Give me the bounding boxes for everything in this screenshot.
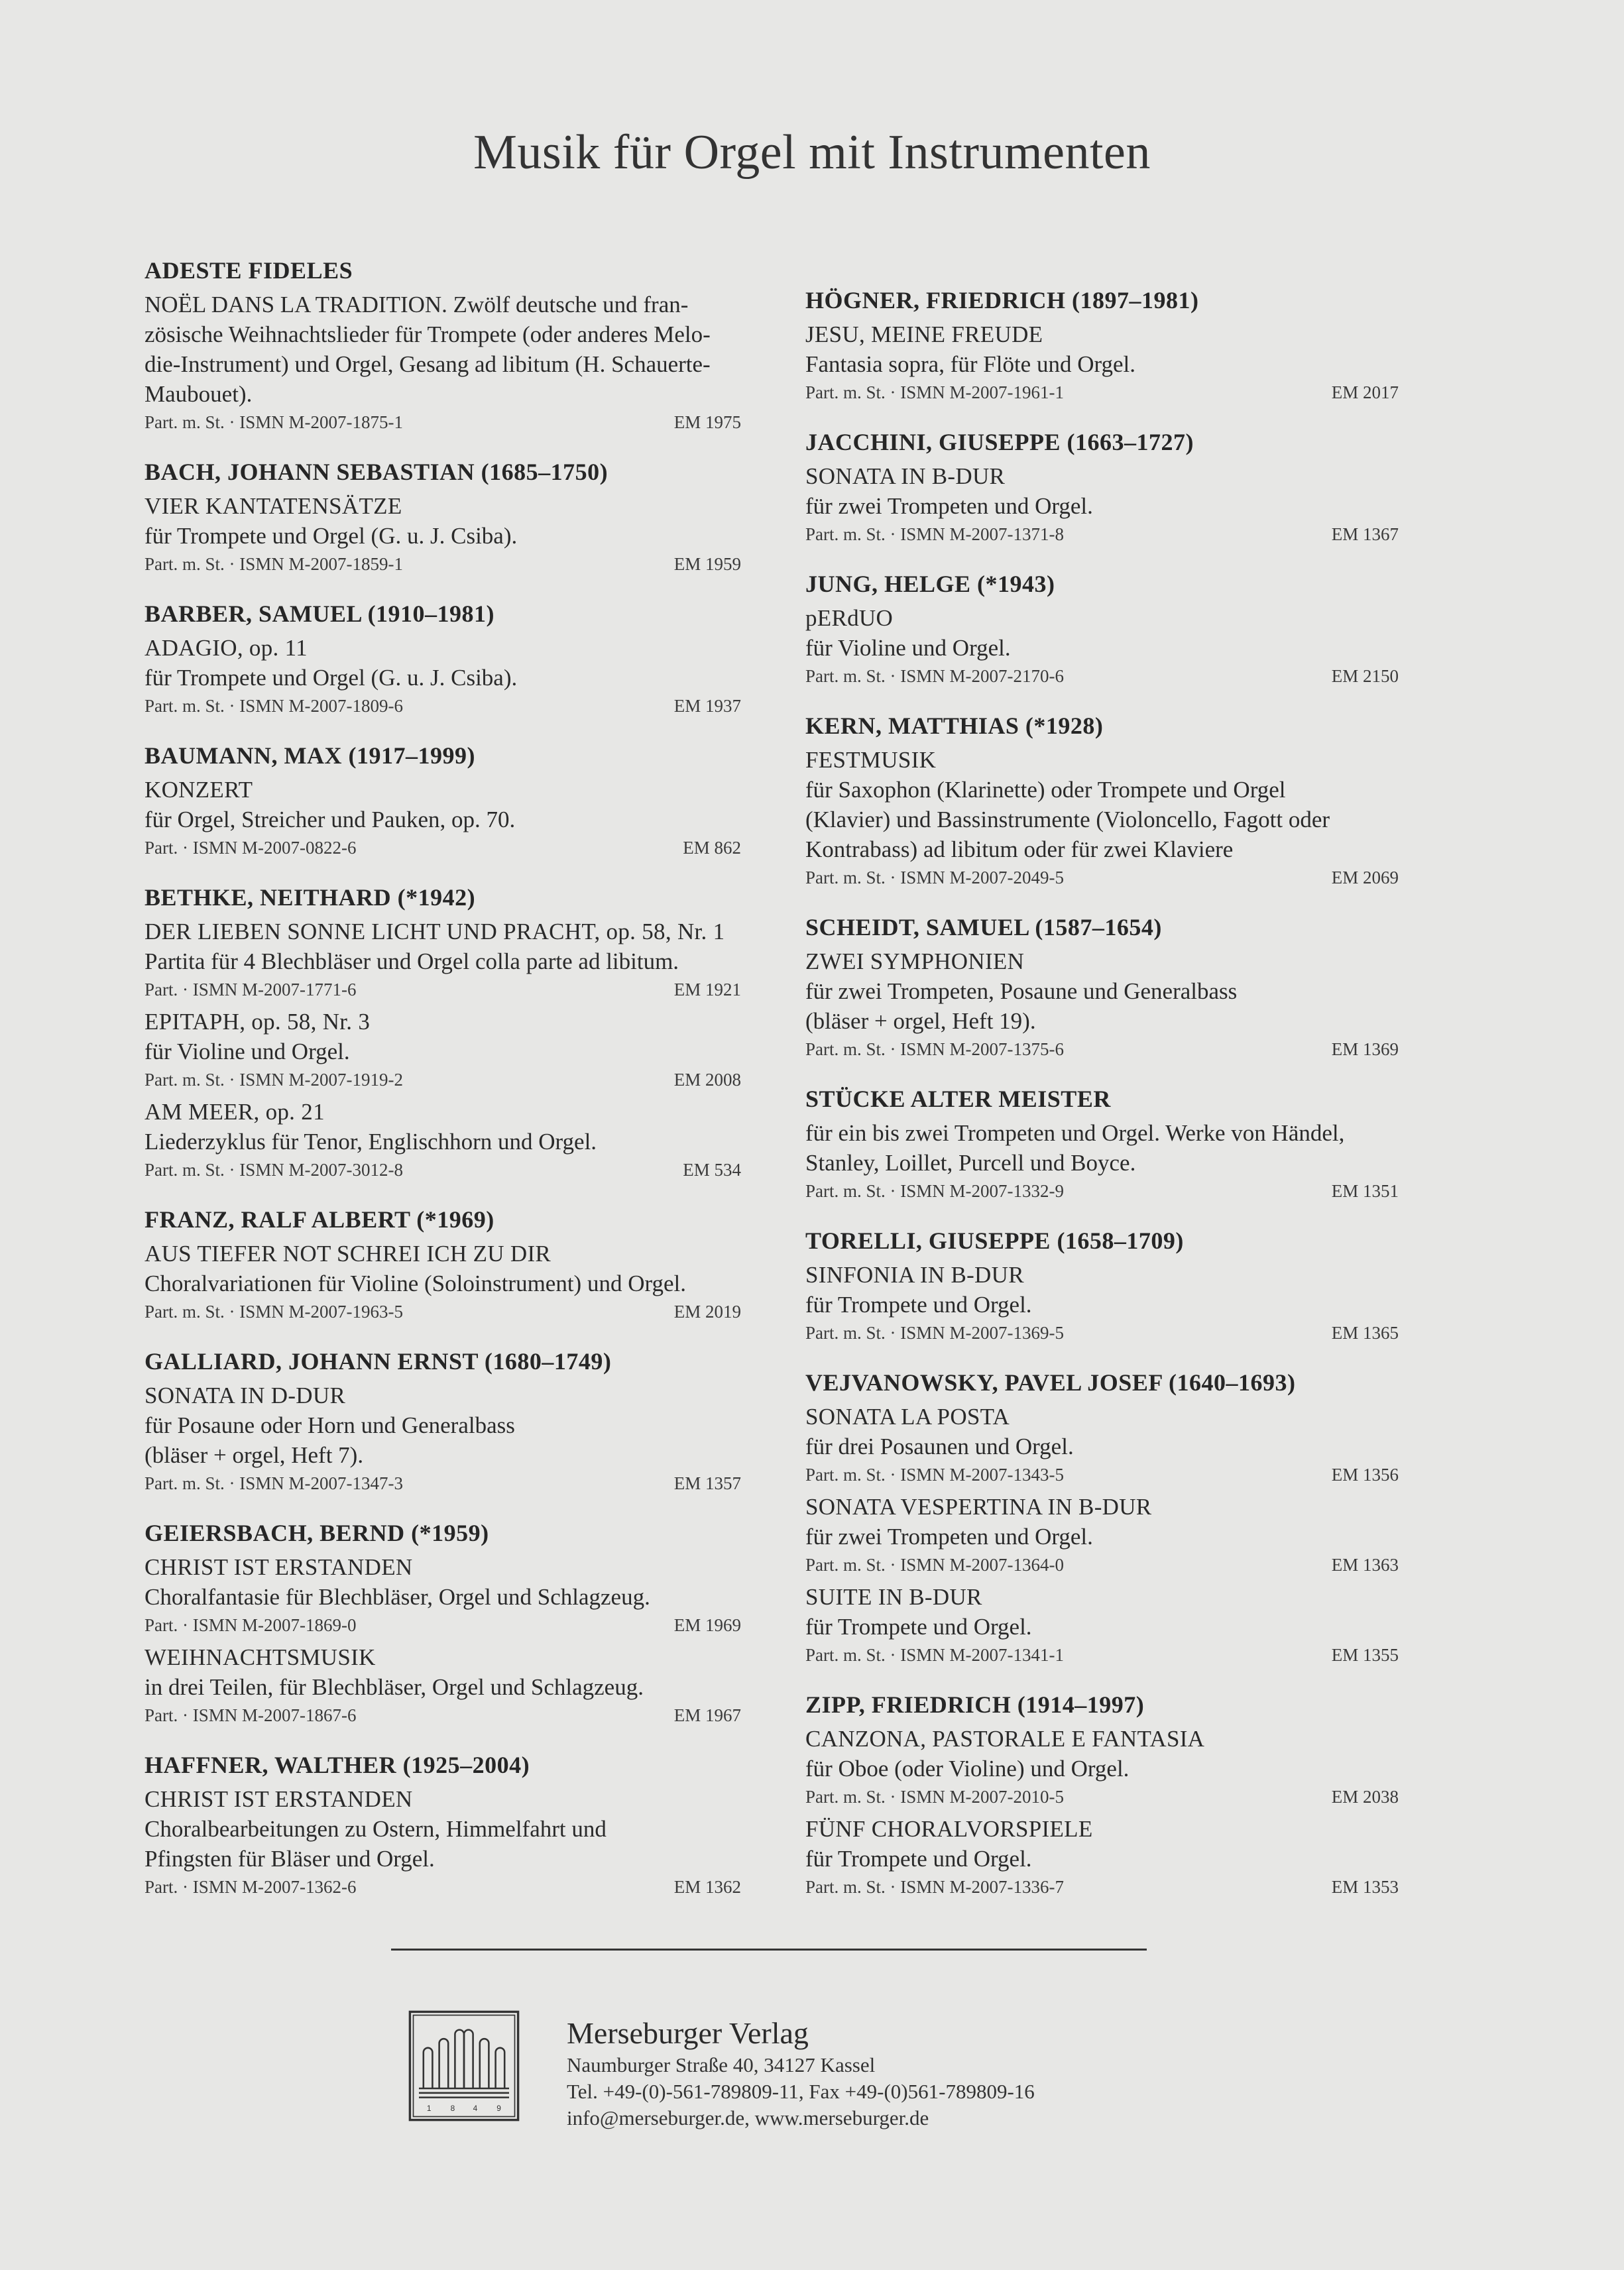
em-catalog-number: EM 1353 <box>1331 1877 1399 1897</box>
composer-heading: ADESTE FIDELES <box>145 257 353 284</box>
em-catalog-number: EM 2150 <box>1331 666 1399 686</box>
work-item <box>805 1814 1399 1900</box>
work-description: für Trompete und Orgel. <box>805 1292 1032 1318</box>
catalog-entry <box>145 1750 741 1900</box>
catalog-entry <box>805 912 1399 1062</box>
edition-reference <box>145 834 741 861</box>
em-catalog-number: EM 862 <box>683 838 741 858</box>
work-item <box>805 745 1399 891</box>
edition-reference <box>805 1642 1399 1668</box>
work-title: DER LIEBEN SONNE LICHT UND PRACHT, op. 58, Nr. 1 <box>145 919 725 944</box>
work-item <box>145 917 741 1003</box>
em-catalog-number: EM 2019 <box>673 1302 741 1322</box>
ismn-number: Part. m. St. · ISMN M-2007-1875-1 <box>145 412 403 432</box>
work-item <box>805 1402 1399 1488</box>
work-description: NOËL DANS LA TRADITION. Zwölf deutsche und fran- <box>145 292 689 317</box>
ismn-number: Part. m. St. · ISMN M-2007-1369-5 <box>805 1323 1064 1343</box>
page-title: Musik für Orgel mit Instrumenten <box>473 125 1151 180</box>
work-item <box>145 1097 741 1183</box>
work-title: FÜNF CHORALVORSPIELE <box>805 1816 1093 1842</box>
work-description: Stanley, Loillet, Purcell und Boyce. <box>805 1150 1136 1176</box>
em-catalog-number: EM 1367 <box>1331 524 1399 544</box>
work-description: für Posaune oder Horn und Generalbass <box>145 1412 515 1438</box>
catalog-entry <box>805 1084 1399 1204</box>
ismn-number: Part. m. St. · ISMN M-2007-1343-5 <box>805 1465 1064 1485</box>
composer-heading: JUNG, HELGE (*1943) <box>805 571 1055 597</box>
work-description: für Violine und Orgel. <box>145 1039 350 1064</box>
work-description: für Violine und Orgel. <box>805 635 1011 661</box>
ismn-number: Part. m. St. · ISMN M-2007-1859-1 <box>145 554 403 574</box>
work-title: JESU, MEINE FREUDE <box>805 321 1043 347</box>
edition-reference <box>145 1470 741 1497</box>
em-catalog-number: EM 2017 <box>1331 382 1399 402</box>
publisher-address: Naumburger Straße 40, 34127 Kassel <box>567 2053 876 2076</box>
organ-pipes-logo-icon <box>408 2010 520 2122</box>
catalog-entry <box>145 740 741 861</box>
em-catalog-number: EM 2038 <box>1331 1787 1399 1807</box>
edition-reference <box>145 1702 741 1729</box>
work-description: (Klavier) und Bassinstrumente (Violoncello, Fagott oder <box>805 807 1330 832</box>
work-item <box>145 633 741 719</box>
work-description: für Saxophon (Klarinette) oder Trompete und Orgel <box>805 777 1286 803</box>
work-description: für zwei Trompeten und Orgel. <box>805 1524 1093 1550</box>
composer-heading: HAFFNER, WALTHER (1925–2004) <box>145 1752 530 1778</box>
publisher-web: info@merseburger.de, www.merseburger.de <box>567 2106 929 2129</box>
work-description: für drei Posaunen und Orgel. <box>805 1434 1074 1459</box>
work-description: für zwei Trompeten, Posaune und Generalbass <box>805 978 1238 1004</box>
work-title: AM MEER, op. 21 <box>145 1099 325 1125</box>
work-description: Maubouet). <box>145 381 253 407</box>
composer-heading: SCHEIDT, SAMUEL (1587–1654) <box>805 914 1162 940</box>
ismn-number: Part. m. St. · ISMN M-2007-1371-8 <box>805 524 1064 544</box>
work-description: für zwei Trompeten und Orgel. <box>805 493 1093 519</box>
ismn-number: Part. m. St. · ISMN M-2007-1336-7 <box>805 1877 1064 1897</box>
work-item <box>805 946 1399 1062</box>
work-description: Choralbearbeitungen zu Ostern, Himmelfahrt und <box>145 1816 607 1842</box>
edition-reference <box>145 693 741 719</box>
ismn-number: Part. m. St. · ISMN M-2007-1375-6 <box>805 1039 1064 1059</box>
em-catalog-number: EM 1937 <box>673 696 741 716</box>
composer-heading: TORELLI, GIUSEPPE (1658–1709) <box>805 1227 1184 1254</box>
work-item <box>145 491 741 577</box>
ismn-number: Part. · ISMN M-2007-1867-6 <box>145 1705 357 1725</box>
ismn-number: Part. m. St. · ISMN M-2007-1332-9 <box>805 1181 1064 1201</box>
publisher-block <box>567 2015 1035 2131</box>
work-item <box>805 1118 1399 1204</box>
ismn-number: Part. m. St. · ISMN M-2007-2170-6 <box>805 666 1064 686</box>
edition-reference <box>145 1874 741 1900</box>
em-catalog-number: EM 1921 <box>673 980 741 999</box>
catalog-entry <box>145 598 741 719</box>
work-title: KONZERT <box>145 777 253 803</box>
em-catalog-number: EM 2008 <box>673 1070 741 1090</box>
catalog-left-column <box>145 255 741 1921</box>
edition-reference <box>805 1178 1399 1204</box>
em-catalog-number: EM 1969 <box>673 1615 741 1635</box>
composer-heading: BARBER, SAMUEL (1910–1981) <box>145 600 495 627</box>
catalog-entry <box>805 569 1399 689</box>
ismn-number: Part. m. St. · ISMN M-2007-1809-6 <box>145 696 403 716</box>
work-title: CANZONA, PASTORALE E FANTASIA <box>805 1726 1205 1752</box>
ismn-number: Part. m. St. · ISMN M-2007-1347-3 <box>145 1473 403 1493</box>
work-title: WEIHNACHTSMUSIK <box>145 1644 376 1670</box>
ismn-number: Part. · ISMN M-2007-1869-0 <box>145 1615 357 1635</box>
composer-heading: KERN, MATTHIAS (*1928) <box>805 712 1104 739</box>
work-description: in drei Teilen, für Blechbläser, Orgel und Schlagzeug. <box>145 1674 644 1700</box>
work-title: CHRIST IST ERSTANDEN <box>145 1786 413 1812</box>
catalog-entry <box>805 1367 1399 1668</box>
edition-reference <box>805 379 1399 406</box>
ismn-number: Part. m. St. · ISMN M-2007-1919-2 <box>145 1070 403 1090</box>
catalog-entry <box>805 710 1399 891</box>
catalog-entry <box>145 255 741 435</box>
work-description: Partita für 4 Blechbläser und Orgel colla parte ad libitum. <box>145 948 679 974</box>
ismn-number: Part. · ISMN M-2007-1362-6 <box>145 1877 357 1897</box>
work-description: Pfingsten für Bläser und Orgel. <box>145 1846 435 1872</box>
work-item <box>805 1492 1399 1578</box>
work-item <box>145 775 741 861</box>
work-title: EPITAPH, op. 58, Nr. 3 <box>145 1009 371 1035</box>
work-item <box>805 1260 1399 1346</box>
composer-heading: FRANZ, RALF ALBERT (*1969) <box>145 1206 494 1233</box>
ismn-number: Part. m. St. · ISMN M-2007-1961-1 <box>805 382 1064 402</box>
work-description: (bläser + orgel, Heft 7). <box>145 1442 364 1468</box>
logo-digit: 9 <box>496 2104 501 2113</box>
work-description: für Trompete und Orgel (G. u. J. Csiba). <box>145 665 518 691</box>
work-title: SONATA LA POSTA <box>805 1404 1010 1430</box>
work-title: FESTMUSIK <box>805 747 937 773</box>
composer-heading: JACCHINI, GIUSEPPE (1663–1727) <box>805 429 1194 455</box>
ismn-number: Part. m. St. · ISMN M-2007-2049-5 <box>805 868 1064 887</box>
work-description: für Trompete und Orgel (G. u. J. Csiba). <box>145 523 518 549</box>
edition-reference <box>805 1320 1399 1346</box>
work-item <box>805 1582 1399 1668</box>
work-title: ZWEI SYMPHONIEN <box>805 948 1025 974</box>
work-item <box>145 1784 741 1900</box>
em-catalog-number: EM 1363 <box>1331 1555 1399 1575</box>
work-item <box>145 1552 741 1638</box>
work-title: CHRIST IST ERSTANDEN <box>145 1554 413 1580</box>
footer-divider <box>391 1949 1147 1951</box>
logo-digit: 4 <box>473 2104 478 2113</box>
edition-reference <box>805 1461 1399 1488</box>
logo-digit: 1 <box>426 2104 432 2113</box>
ismn-number: Part. m. St. · ISMN M-2007-1963-5 <box>145 1302 403 1322</box>
edition-reference <box>805 1874 1399 1900</box>
ismn-number: Part. m. St. · ISMN M-2007-1341-1 <box>805 1645 1064 1665</box>
em-catalog-number: EM 1351 <box>1331 1181 1399 1201</box>
em-catalog-number: EM 1959 <box>673 554 741 574</box>
ismn-number: Part. m. St. · ISMN M-2007-3012-8 <box>145 1160 403 1180</box>
edition-reference <box>805 1552 1399 1578</box>
work-item <box>145 290 741 435</box>
catalog-entry <box>145 1204 741 1325</box>
work-description: für ein bis zwei Trompeten und Orgel. Werke von Händel, <box>805 1120 1345 1146</box>
work-description: für Oboe (oder Violine) und Orgel. <box>805 1756 1130 1782</box>
composer-heading: BETHKE, NEITHARD (*1942) <box>145 884 476 911</box>
publisher-name: Merseburger Verlag <box>567 2016 809 2050</box>
em-catalog-number: EM 1362 <box>673 1877 741 1897</box>
work-title: SONATA VESPERTINA IN B-DUR <box>805 1494 1152 1520</box>
composer-heading: GEIERSBACH, BERND (*1959) <box>145 1520 489 1546</box>
edition-reference <box>805 663 1399 689</box>
ismn-number: Part. m. St. · ISMN M-2007-2010-5 <box>805 1787 1064 1807</box>
work-title: AUS TIEFER NOT SCHREI ICH ZU DIR <box>145 1241 551 1267</box>
em-catalog-number: EM 1357 <box>673 1473 741 1493</box>
composer-heading: BAUMANN, MAX (1917–1999) <box>145 742 475 769</box>
work-item <box>805 319 1399 406</box>
catalog-entry <box>145 1346 741 1497</box>
work-title: VIER KANTATENSÄTZE <box>145 493 402 519</box>
composer-heading: STÜCKE ALTER MEISTER <box>805 1086 1111 1112</box>
work-description: Fantasia sopra, für Flöte und Orgel. <box>805 351 1136 377</box>
em-catalog-number: EM 1967 <box>673 1705 741 1725</box>
em-catalog-number: EM 534 <box>683 1160 741 1180</box>
work-description: für Trompete und Orgel. <box>805 1614 1032 1640</box>
work-description: für Orgel, Streicher und Pauken, op. 70. <box>145 807 516 832</box>
catalog-entry <box>145 1518 741 1729</box>
work-title: SONATA IN D-DUR <box>145 1383 346 1408</box>
edition-reference <box>805 521 1399 547</box>
catalog-entry <box>805 1225 1399 1346</box>
work-item <box>805 1724 1399 1810</box>
edition-reference <box>805 1784 1399 1810</box>
work-item <box>805 461 1399 547</box>
work-description: Kontrabass) ad libitum oder für zwei Klaviere <box>805 836 1234 862</box>
catalog-entry <box>805 285 1399 406</box>
composer-heading: GALLIARD, JOHANN ERNST (1680–1749) <box>145 1348 612 1375</box>
edition-reference <box>145 409 741 435</box>
work-item <box>145 1642 741 1729</box>
em-catalog-number: EM 1356 <box>1331 1465 1399 1485</box>
ismn-number: Part. · ISMN M-2007-0822-6 <box>145 838 357 858</box>
catalog-right-column <box>805 285 1399 1921</box>
work-item <box>145 1239 741 1325</box>
work-title: SONATA IN B-DUR <box>805 463 1006 489</box>
catalog-entry <box>145 457 741 577</box>
em-catalog-number: EM 1975 <box>673 412 741 432</box>
work-title: SINFONIA IN B-DUR <box>805 1262 1024 1288</box>
work-description: Choralvariationen für Violine (Soloinstrument) und Orgel. <box>145 1271 687 1296</box>
logo-digit: 8 <box>450 2104 455 2113</box>
work-description: (bläser + orgel, Heft 19). <box>805 1008 1036 1034</box>
edition-reference <box>145 1298 741 1325</box>
ismn-number: Part. m. St. · ISMN M-2007-1364-0 <box>805 1555 1064 1575</box>
catalog-entry <box>145 882 741 1183</box>
edition-reference <box>145 976 741 1003</box>
edition-reference <box>145 551 741 577</box>
em-catalog-number: EM 1365 <box>1331 1323 1399 1343</box>
composer-heading: HÖGNER, FRIEDRICH (1897–1981) <box>805 287 1199 313</box>
work-description: die-Instrument) und Orgel, Gesang ad libitum (H. Schauerte- <box>145 351 711 377</box>
em-catalog-number: EM 2069 <box>1331 868 1399 887</box>
work-title: ADAGIO, op. 11 <box>145 635 308 661</box>
work-description: für Trompete und Orgel. <box>805 1846 1032 1872</box>
ismn-number: Part. · ISMN M-2007-1771-6 <box>145 980 357 999</box>
catalog-entry <box>805 427 1399 547</box>
edition-reference <box>145 1612 741 1638</box>
edition-reference <box>145 1157 741 1183</box>
work-item <box>805 603 1399 689</box>
publisher-phone: Tel. +49-(0)-561-789809-11, Fax +49-(0)561-789809-16 <box>567 2080 1035 2103</box>
catalog-entry <box>805 1689 1399 1900</box>
composer-heading: BACH, JOHANN SEBASTIAN (1685–1750) <box>145 459 609 485</box>
work-description: zösische Weihnachtslieder für Trompete (oder anderes Melo- <box>145 321 711 347</box>
work-item <box>145 1381 741 1497</box>
edition-reference <box>805 1036 1399 1062</box>
edition-reference <box>805 864 1399 891</box>
edition-reference <box>145 1066 741 1093</box>
em-catalog-number: EM 1355 <box>1331 1645 1399 1665</box>
work-item <box>145 1007 741 1093</box>
work-title: SUITE IN B-DUR <box>805 1584 982 1610</box>
em-catalog-number: EM 1369 <box>1331 1039 1399 1059</box>
composer-heading: ZIPP, FRIEDRICH (1914–1997) <box>805 1691 1145 1718</box>
work-description: Choralfantasie für Blechbläser, Orgel und Schlagzeug. <box>145 1584 650 1610</box>
composer-heading: VEJVANOWSKY, PAVEL JOSEF (1640–1693) <box>805 1369 1296 1396</box>
work-description: Liederzyklus für Tenor, Englischhorn und Orgel. <box>145 1129 597 1155</box>
work-title: pERdUO <box>805 605 894 631</box>
